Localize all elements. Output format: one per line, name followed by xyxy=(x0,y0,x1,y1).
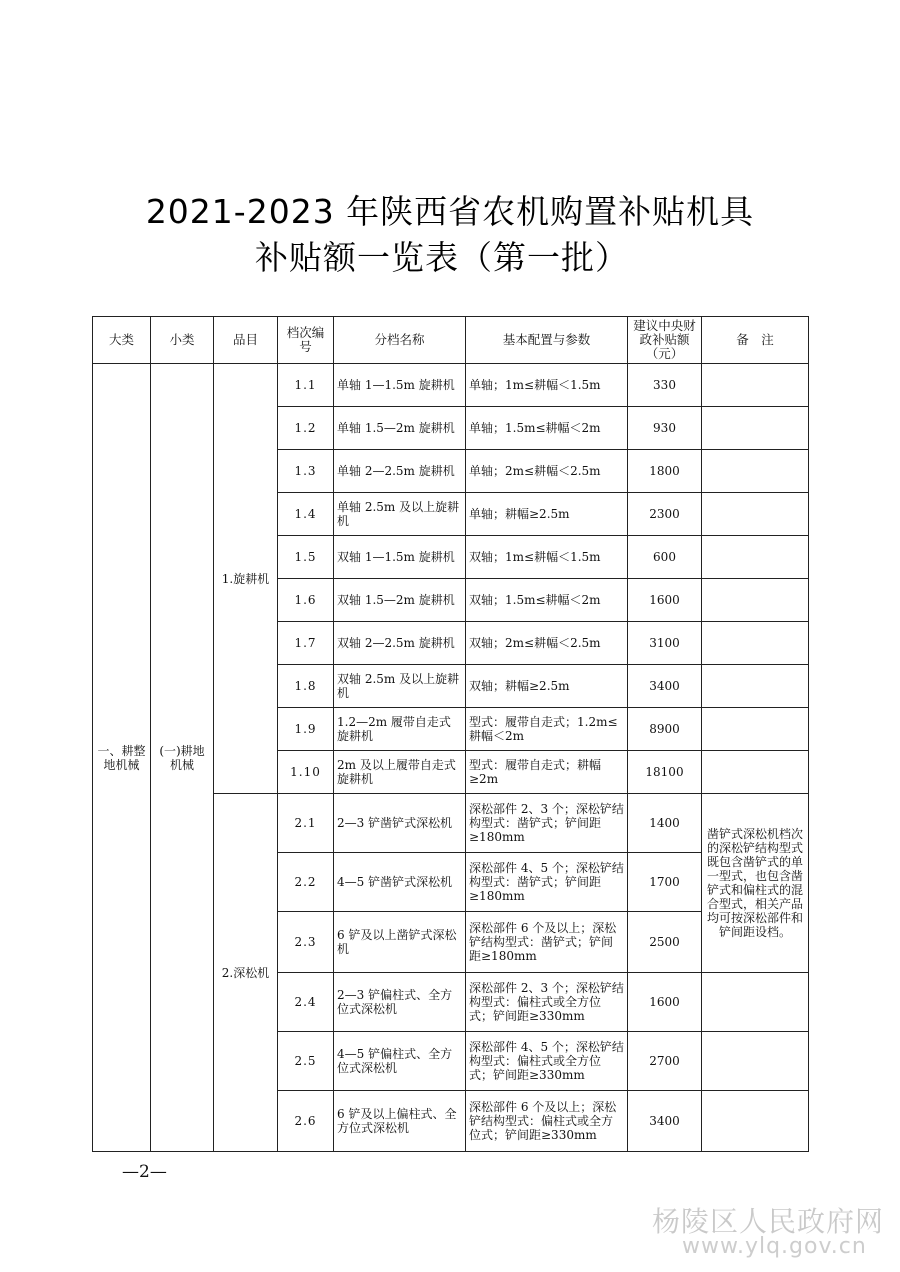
tier-cell: 6 铲及以上凿铲式深松机 xyxy=(334,912,466,973)
note-cell xyxy=(702,1091,809,1152)
tier-cell: 6 铲及以上偏柱式、全方位式深松机 xyxy=(334,1091,466,1152)
code-cell: 1.5 xyxy=(278,536,334,579)
note-cell xyxy=(702,751,809,794)
tier-cell: 2—3 铲偏柱式、全方位式深松机 xyxy=(334,973,466,1032)
code-cell: 1.10 xyxy=(278,751,334,794)
amount-cell: 3400 xyxy=(628,1091,702,1152)
watermark-site-url: www.ylq.gov.cn xyxy=(682,1234,867,1259)
code-cell: 2.6 xyxy=(278,1091,334,1152)
code-cell: 2.3 xyxy=(278,912,334,973)
amount-cell: 2700 xyxy=(628,1032,702,1091)
config-cell: 双轴；1.5m≤耕幅＜2m xyxy=(466,579,628,622)
amount-cell: 1400 xyxy=(628,794,702,853)
header-item: 品目 xyxy=(214,317,278,364)
tier-cell: 双轴 2.5m 及以上旋耕机 xyxy=(334,665,466,708)
amount-cell: 1600 xyxy=(628,579,702,622)
tier-cell: 1.2—2m 履带自走式旋耕机 xyxy=(334,708,466,751)
header-major: 大类 xyxy=(93,317,151,364)
config-cell: 双轴；2m≤耕幅＜2.5m xyxy=(466,622,628,665)
tier-cell: 2m 及以上履带自走式旋耕机 xyxy=(334,751,466,794)
amount-cell: 2300 xyxy=(628,493,702,536)
config-cell: 深松部件 6 个及以上；深松铲结构型式：凿铲式；铲间距≥180mm xyxy=(466,912,628,973)
code-cell: 2.5 xyxy=(278,1032,334,1091)
note-deep-loosening-cell: 凿铲式深松机档次的深松铲结构型式既包含凿铲式的单一型式，也包含凿铲式和偏柱式的混合型式，相关产品均可按深松部件和铲间距设档。 xyxy=(702,794,809,973)
config-cell: 单轴；1.5m≤耕幅＜2m xyxy=(466,407,628,450)
item-subsoiler-cell: 2.深松机 xyxy=(214,794,278,1152)
code-cell: 2.1 xyxy=(278,794,334,853)
tier-cell: 4—5 铲偏柱式、全方位式深松机 xyxy=(334,1032,466,1091)
page-number: —2— xyxy=(122,1162,167,1182)
config-cell: 深松部件 4、5 个；深松铲结构型式：偏柱式或全方位式；铲间距≥330mm xyxy=(466,1032,628,1091)
header-amount: 建议中央财政补贴额（元） xyxy=(628,317,702,364)
note-cell xyxy=(702,364,809,407)
tier-cell: 2—3 铲凿铲式深松机 xyxy=(334,794,466,853)
config-cell: 双轴；耕幅≥2.5m xyxy=(466,665,628,708)
config-cell: 深松部件 2、3 个；深松铲结构型式：凿铲式；铲间距≥180mm xyxy=(466,794,628,853)
tier-cell: 4—5 铲凿铲式深松机 xyxy=(334,853,466,912)
amount-cell: 3400 xyxy=(628,665,702,708)
document-title-line1: 2021-2023 年陕西省农机购置补贴机具 xyxy=(145,192,755,231)
major-category-cell: 一、耕整地机械 xyxy=(93,364,151,1152)
note-cell xyxy=(702,708,809,751)
amount-cell: 600 xyxy=(628,536,702,579)
config-cell: 深松部件 4、5 个；深松铲结构型式：凿铲式；铲间距≥180mm xyxy=(466,853,628,912)
minor-category-cell: (一)耕地机械 xyxy=(151,364,214,1152)
config-cell: 型式：履带自走式；耕幅≥2m xyxy=(466,751,628,794)
config-cell: 单轴；1m≤耕幅＜1.5m xyxy=(466,364,628,407)
code-cell: 2.2 xyxy=(278,853,334,912)
amount-cell: 8900 xyxy=(628,708,702,751)
code-cell: 1.3 xyxy=(278,450,334,493)
code-cell: 1.9 xyxy=(278,708,334,751)
code-cell: 1.2 xyxy=(278,407,334,450)
code-cell: 1.7 xyxy=(278,622,334,665)
note-cell xyxy=(702,622,809,665)
tier-cell: 单轴 2.5m 及以上旋耕机 xyxy=(334,493,466,536)
table-row xyxy=(93,364,809,407)
tier-cell: 双轴 1.5—2m 旋耕机 xyxy=(334,579,466,622)
tier-cell: 单轴 1—1.5m 旋耕机 xyxy=(334,364,466,407)
config-cell: 深松部件 6 个及以上；深松铲结构型式：偏柱式或全方位式；铲间距≥330mm xyxy=(466,1091,628,1152)
header-tier: 分档名称 xyxy=(334,317,466,364)
subsidy-table xyxy=(92,316,809,1152)
amount-cell: 1800 xyxy=(628,450,702,493)
config-cell: 单轴；耕幅≥2.5m xyxy=(466,493,628,536)
note-cell xyxy=(702,450,809,493)
tier-cell: 双轴 2—2.5m 旋耕机 xyxy=(334,622,466,665)
note-cell xyxy=(702,973,809,1032)
amount-cell: 3100 xyxy=(628,622,702,665)
amount-cell: 930 xyxy=(628,407,702,450)
item-rotary-tiller-cell: 1.旋耕机 xyxy=(214,364,278,794)
header-config: 基本配置与参数 xyxy=(466,317,628,364)
header-note: 备 注 xyxy=(702,317,809,364)
watermark-site-name: 杨陵区人民政府网 xyxy=(652,1205,885,1238)
note-cell xyxy=(702,579,809,622)
amount-cell: 1600 xyxy=(628,973,702,1032)
config-cell: 双轴；1m≤耕幅＜1.5m xyxy=(466,536,628,579)
tier-cell: 单轴 1.5—2m 旋耕机 xyxy=(334,407,466,450)
note-cell xyxy=(702,665,809,708)
document-title-line2: 补贴额一览表（第一批） xyxy=(255,238,629,277)
amount-cell: 330 xyxy=(628,364,702,407)
code-cell: 1.4 xyxy=(278,493,334,536)
code-cell: 1.6 xyxy=(278,579,334,622)
config-cell: 单轴；2m≤耕幅＜2.5m xyxy=(466,450,628,493)
config-cell: 深松部件 2、3 个；深松铲结构型式：偏柱式或全方位式；铲间距≥330mm xyxy=(466,973,628,1032)
code-cell: 1.1 xyxy=(278,364,334,407)
config-cell: 型式：履带自走式；1.2m≤耕幅＜2m xyxy=(466,708,628,751)
note-cell xyxy=(702,1032,809,1091)
note-cell xyxy=(702,493,809,536)
table-header-row xyxy=(93,317,809,364)
code-cell: 2.4 xyxy=(278,973,334,1032)
tier-cell: 双轴 1—1.5m 旋耕机 xyxy=(334,536,466,579)
tier-cell: 单轴 2—2.5m 旋耕机 xyxy=(334,450,466,493)
note-cell xyxy=(702,536,809,579)
header-code: 档次编号 xyxy=(278,317,334,364)
amount-cell: 1700 xyxy=(628,853,702,912)
note-cell xyxy=(702,407,809,450)
header-minor: 小类 xyxy=(151,317,214,364)
amount-cell: 18100 xyxy=(628,751,702,794)
code-cell: 1.8 xyxy=(278,665,334,708)
amount-cell: 2500 xyxy=(628,912,702,973)
